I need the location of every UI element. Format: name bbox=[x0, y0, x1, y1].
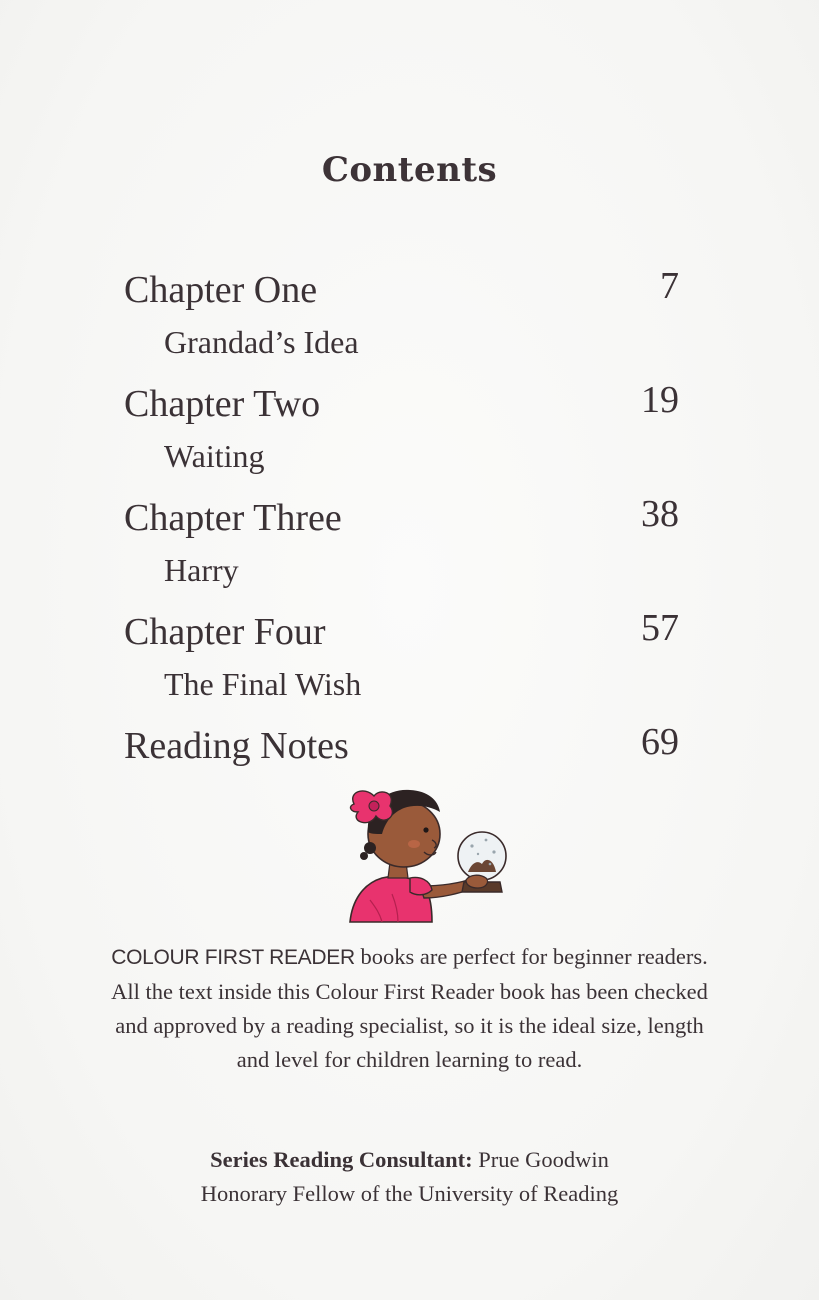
chapter-subtitle: Waiting bbox=[164, 438, 265, 474]
series-blurb bbox=[100, 940, 719, 1077]
consultant-label: Series Reading Consultant: bbox=[210, 1147, 473, 1172]
series-brand: COLOUR FIRST READER bbox=[111, 946, 355, 969]
chapter-subtitle: Harry bbox=[164, 552, 239, 588]
toc-entry bbox=[124, 379, 679, 496]
toc-entry bbox=[124, 607, 679, 724]
consultant-name: Prue Goodwin bbox=[472, 1147, 609, 1172]
page-number: 69 bbox=[641, 721, 679, 763]
chapter-title: Chapter One bbox=[124, 269, 318, 311]
chapter-title: Chapter Two bbox=[124, 383, 321, 425]
page-number: 57 bbox=[641, 607, 679, 649]
credits bbox=[100, 1143, 719, 1211]
page-title: Contents bbox=[321, 150, 498, 190]
page-number: 19 bbox=[641, 379, 679, 421]
consultant-affiliation: Honorary Fellow of the University of Reading bbox=[200, 1181, 619, 1206]
blurb-text: books are perfect for beginner readers. All the text inside this Colour First Reader book has been checked and approved by a reading specialist, so it is the ideal size, length and level for children learning to read. bbox=[111, 944, 708, 1072]
page-number: 38 bbox=[641, 493, 679, 535]
consultant-line bbox=[100, 1143, 719, 1177]
table-of-contents bbox=[124, 265, 679, 838]
girl-with-snow-globe-illustration bbox=[340, 782, 515, 927]
chapter-subtitle: The Final Wish bbox=[164, 666, 362, 702]
toc-entry bbox=[124, 265, 679, 382]
chapter-title: Chapter Three bbox=[124, 497, 342, 539]
toc-entry bbox=[124, 493, 679, 610]
chapter-title: Reading Notes bbox=[124, 725, 349, 767]
page-number: 7 bbox=[660, 265, 679, 307]
chapter-title: Chapter Four bbox=[124, 611, 326, 653]
chapter-subtitle: Grandad’s Idea bbox=[164, 324, 359, 360]
